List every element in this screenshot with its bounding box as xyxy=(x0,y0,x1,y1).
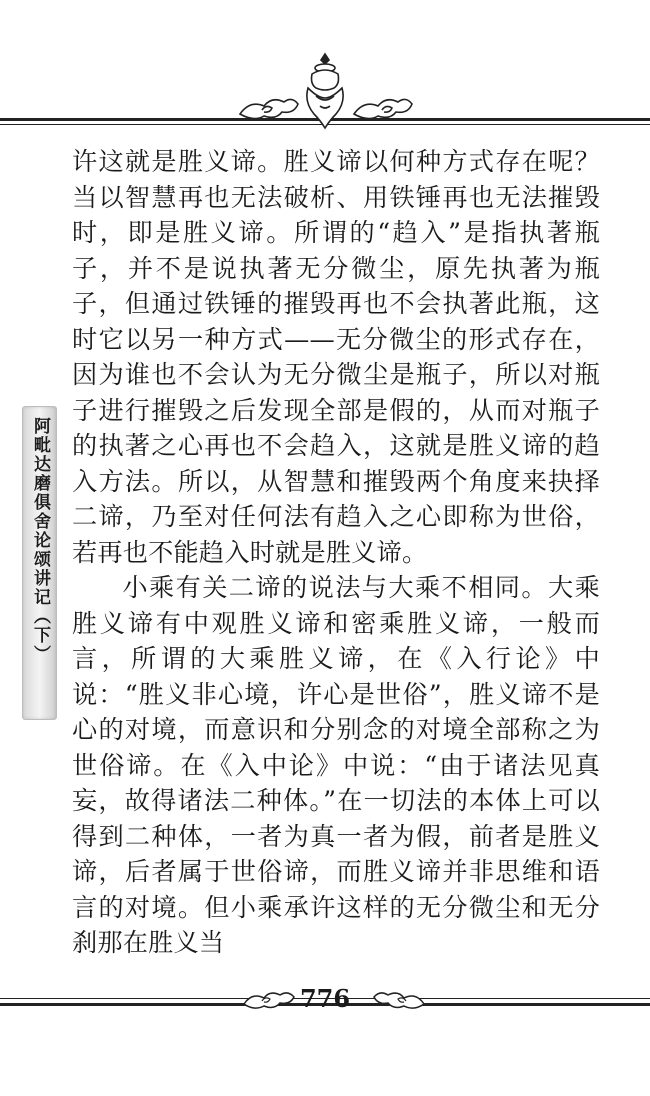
page-number: 776 xyxy=(299,984,351,1013)
side-tab-book-title xyxy=(22,406,57,720)
body-text xyxy=(72,144,600,961)
paragraph: 许这就是胜义谛。胜义谛以何种方式存在呢？当以智慧再也无法破析、用铁锤再也无法摧毁时，即是胜义谛。所谓的“趋入”是指执著瓶子，并不是说执著无分微尘，原先执著为瓶子，但通过铁锤的摧毁再也不会执著此瓶，这时它以另一种方式——无分微尘的形式存在，因为谁也不会认为无分微尘是瓶子，所以对瓶子进行摧毁之后发现全部是假的，从而对瓶子的执著之心再也不会趋入，这就是胜义谛的趋入方法。所以，从智慧和摧毁两个角度来抉择二谛，乃至对任何法有趋入之心即称为世俗，若再也不能趋入时就是胜义谛。 xyxy=(72,147,600,567)
header-ornament-icon xyxy=(232,52,418,132)
paragraph: 小乘有关二谛的说法与大乘不相同。大乘胜义谛有中观胜义谛和密乘胜义谛，一般而言，所谓的大乘胜义谛，在《入行论》中说：“胜义非心境，许心是世俗”，胜义谛不是心的对境，而意识和分别念的对境全部称之为世俗谛。在《入中论》中说：“由于诸法见真妄，故得诸法二种体。”在一切法的本体上可以得到二种体，一者为真一者为假，前者是胜义谛，后者属于世俗谛，而胜义谛并非思维和语言的对境。但小乘承许这样的无分微尘和无分刹那在胜义当 xyxy=(72,573,600,957)
book-title-vertical: 阿毗达磨俱舍论颂讲记（下） xyxy=(30,417,50,664)
